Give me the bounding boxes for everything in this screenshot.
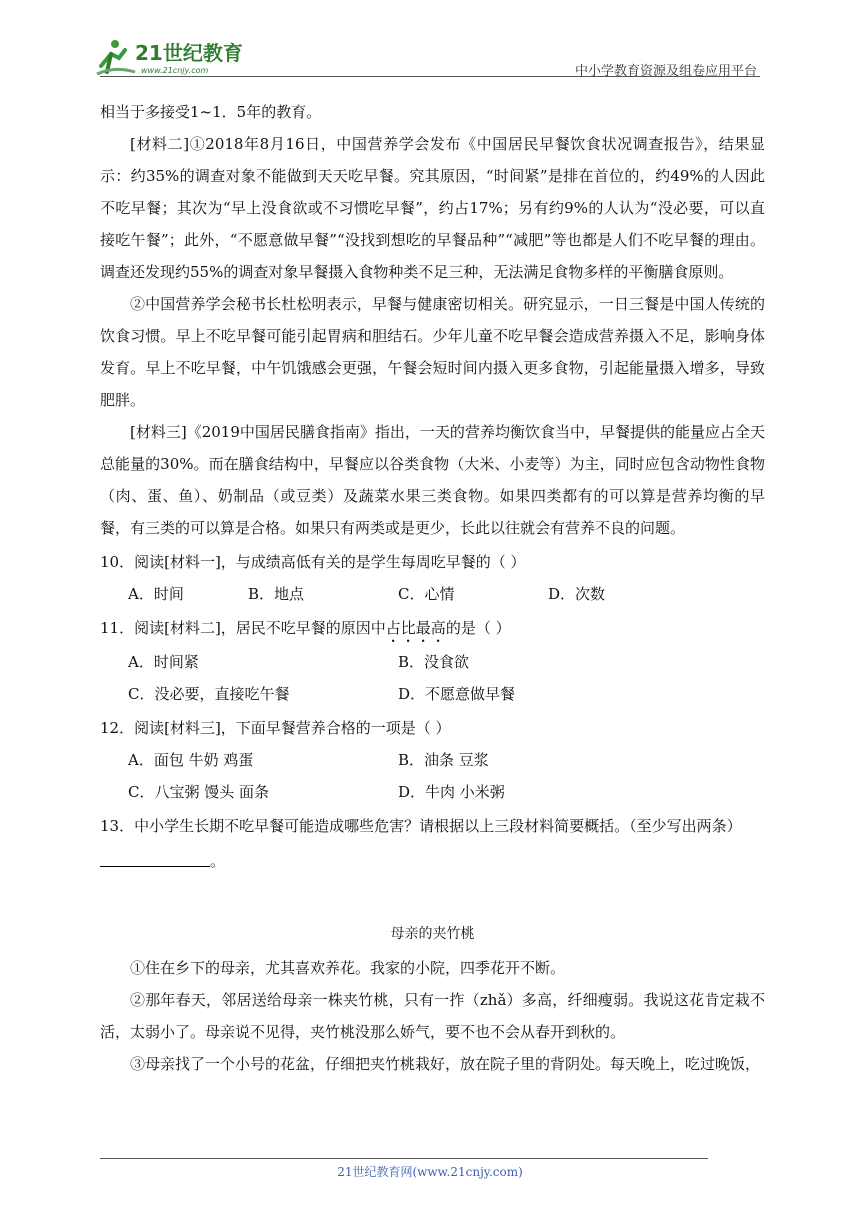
q10-option-a[interactable]: A．时间: [128, 585, 184, 603]
material-1-tail: 相当于多接受1~1．5年的教育。: [100, 103, 322, 121]
material-2-para-1: [材料二]①2018年8月16日，中国营养学会发布《中国居民早餐饮食状况调查报告》，结果显示：约35%的调查对象不能做到天天吃早餐。究其原因，“时间紧”是排在首位的，约49%的人因此不吃早餐；其次为“早上没食欲或不习惯吃早餐”，约占17%；另有约9%的人认为“没必要，可以直接吃午餐”；此外，“不愿意做早餐”“没找到想吃的早餐品种”“减肥”等也都是人们不吃早餐的理由。调查还发现约55%的调查对象早餐摄入食物种类不足三种，无法满足食物多样的平衡膳食原则。: [100, 135, 765, 281]
q10-option-c[interactable]: C．心情: [398, 585, 455, 603]
document-body: [100, 96, 765, 1080]
platform-name: 中小学教育资源及组卷应用平台: [574, 64, 757, 79]
question-13-stem: 13．中小学生长期不吃早餐可能造成哪些危害？请根据以上三段材料简要概括。（至少写出两条）: [100, 817, 742, 835]
story-title: 母亲的夹竹桃: [390, 926, 475, 942]
q11-stem-emphasis: 占比最高: [385, 619, 446, 637]
question-12-stem: 12．阅读[材料三]，下面早餐营养合格的一项是（ ）: [100, 719, 451, 737]
q12-option-a[interactable]: A．面包 牛奶 鸡蛋: [128, 751, 254, 769]
q11-stem-pre: 11．阅读[材料二]，居民不吃早餐的原因中: [100, 619, 386, 637]
logo: [95, 36, 265, 76]
q12-option-d[interactable]: D．牛肉 小米粥: [398, 783, 505, 801]
q10-option-d[interactable]: D．次数: [548, 585, 606, 603]
footer-text[interactable]: 21世纪教育网(www.21cnjy.com): [337, 1165, 523, 1179]
material-2-para-2: ②中国营养学会秘书长杜松明表示，早餐与健康密切相关。研究显示，一日三餐是中国人传统的饮食习惯。早上不吃早餐可能引起胃病和胆结石。少年儿童不吃早餐会造成营养摄入不足，影响身体发育。早上不吃早餐，中午饥饿感会更强，午餐会短时间内摄入更多食物，引起能量摄入增多，导致肥胖。: [100, 295, 765, 409]
question-12-options-row-1: [128, 744, 765, 776]
question-11-options-row-1: [128, 646, 765, 678]
answer-blank[interactable]: [100, 866, 210, 867]
question-10-options: [128, 578, 765, 610]
material-3: [材料三]《2019中国居民膳食指南》指出，一天的营养均衡饮食当中，早餐提供的能量应占全天总能量的30%。而在膳食结构中，早餐应以谷类食物（大米、小麦等）为主，同时应包含动物性食物（肉、蛋、鱼）、奶制品（或豆类）及蔬菜水果三类食物。如果四类都有的可以算是营养均衡的早餐，有三类的可以算是合格。如果只有两类或是更少，长此以往就会有营养不良的问题。: [100, 423, 765, 537]
question-11-options-row-2: [128, 678, 765, 710]
q11-option-a[interactable]: A．时间紧: [128, 653, 199, 671]
q11-stem-post: 的是（ ）: [445, 619, 511, 637]
answer-blank-period: 。: [210, 852, 226, 870]
q10-option-b[interactable]: B．地点: [248, 585, 305, 603]
question-13-answer[interactable]: [100, 846, 765, 876]
q12-option-c[interactable]: C．八宝粥 馒头 面条: [128, 783, 270, 801]
footer-divider: [100, 1158, 708, 1159]
question-11-stem: [100, 612, 765, 646]
story-para-2: ②那年春天，邻居送给母亲一株夹竹桃，只有一拃（zhǎ）多高，纤细瘦弱。我说这花肯定栽不活，太弱小了。母亲说不见得，夹竹桃没那么娇气，要不也不会从春开到秋的。: [100, 991, 765, 1041]
story-para-3: ③母亲找了一个小号的花盆，仔细把夹竹桃栽好，放在院子里的背阴处。每天晚上，吃过晚饭，: [130, 1055, 761, 1073]
page-header: [95, 28, 760, 78]
story-para-1: ①住在乡下的母亲，尤其喜欢养花。我家的小院，四季花开不断。: [130, 959, 566, 977]
header-divider: [100, 76, 760, 77]
logo-text: 21世纪教育: [135, 41, 243, 65]
runner-icon: [97, 40, 135, 74]
q12-option-b[interactable]: B．油条 豆浆: [398, 751, 489, 769]
question-10-stem: 10．阅读[材料一]，与成绩高低有关的是学生每周吃早餐的（ ）: [100, 553, 526, 571]
q11-option-b[interactable]: B．没食欲: [398, 653, 470, 671]
logo-url: www.21cnjy.com: [141, 66, 209, 75]
q11-option-c[interactable]: C．没必要，直接吃午餐: [128, 685, 290, 703]
question-12-options-row-2: [128, 776, 765, 808]
q11-option-d[interactable]: D．不愿意做早餐: [398, 685, 516, 703]
